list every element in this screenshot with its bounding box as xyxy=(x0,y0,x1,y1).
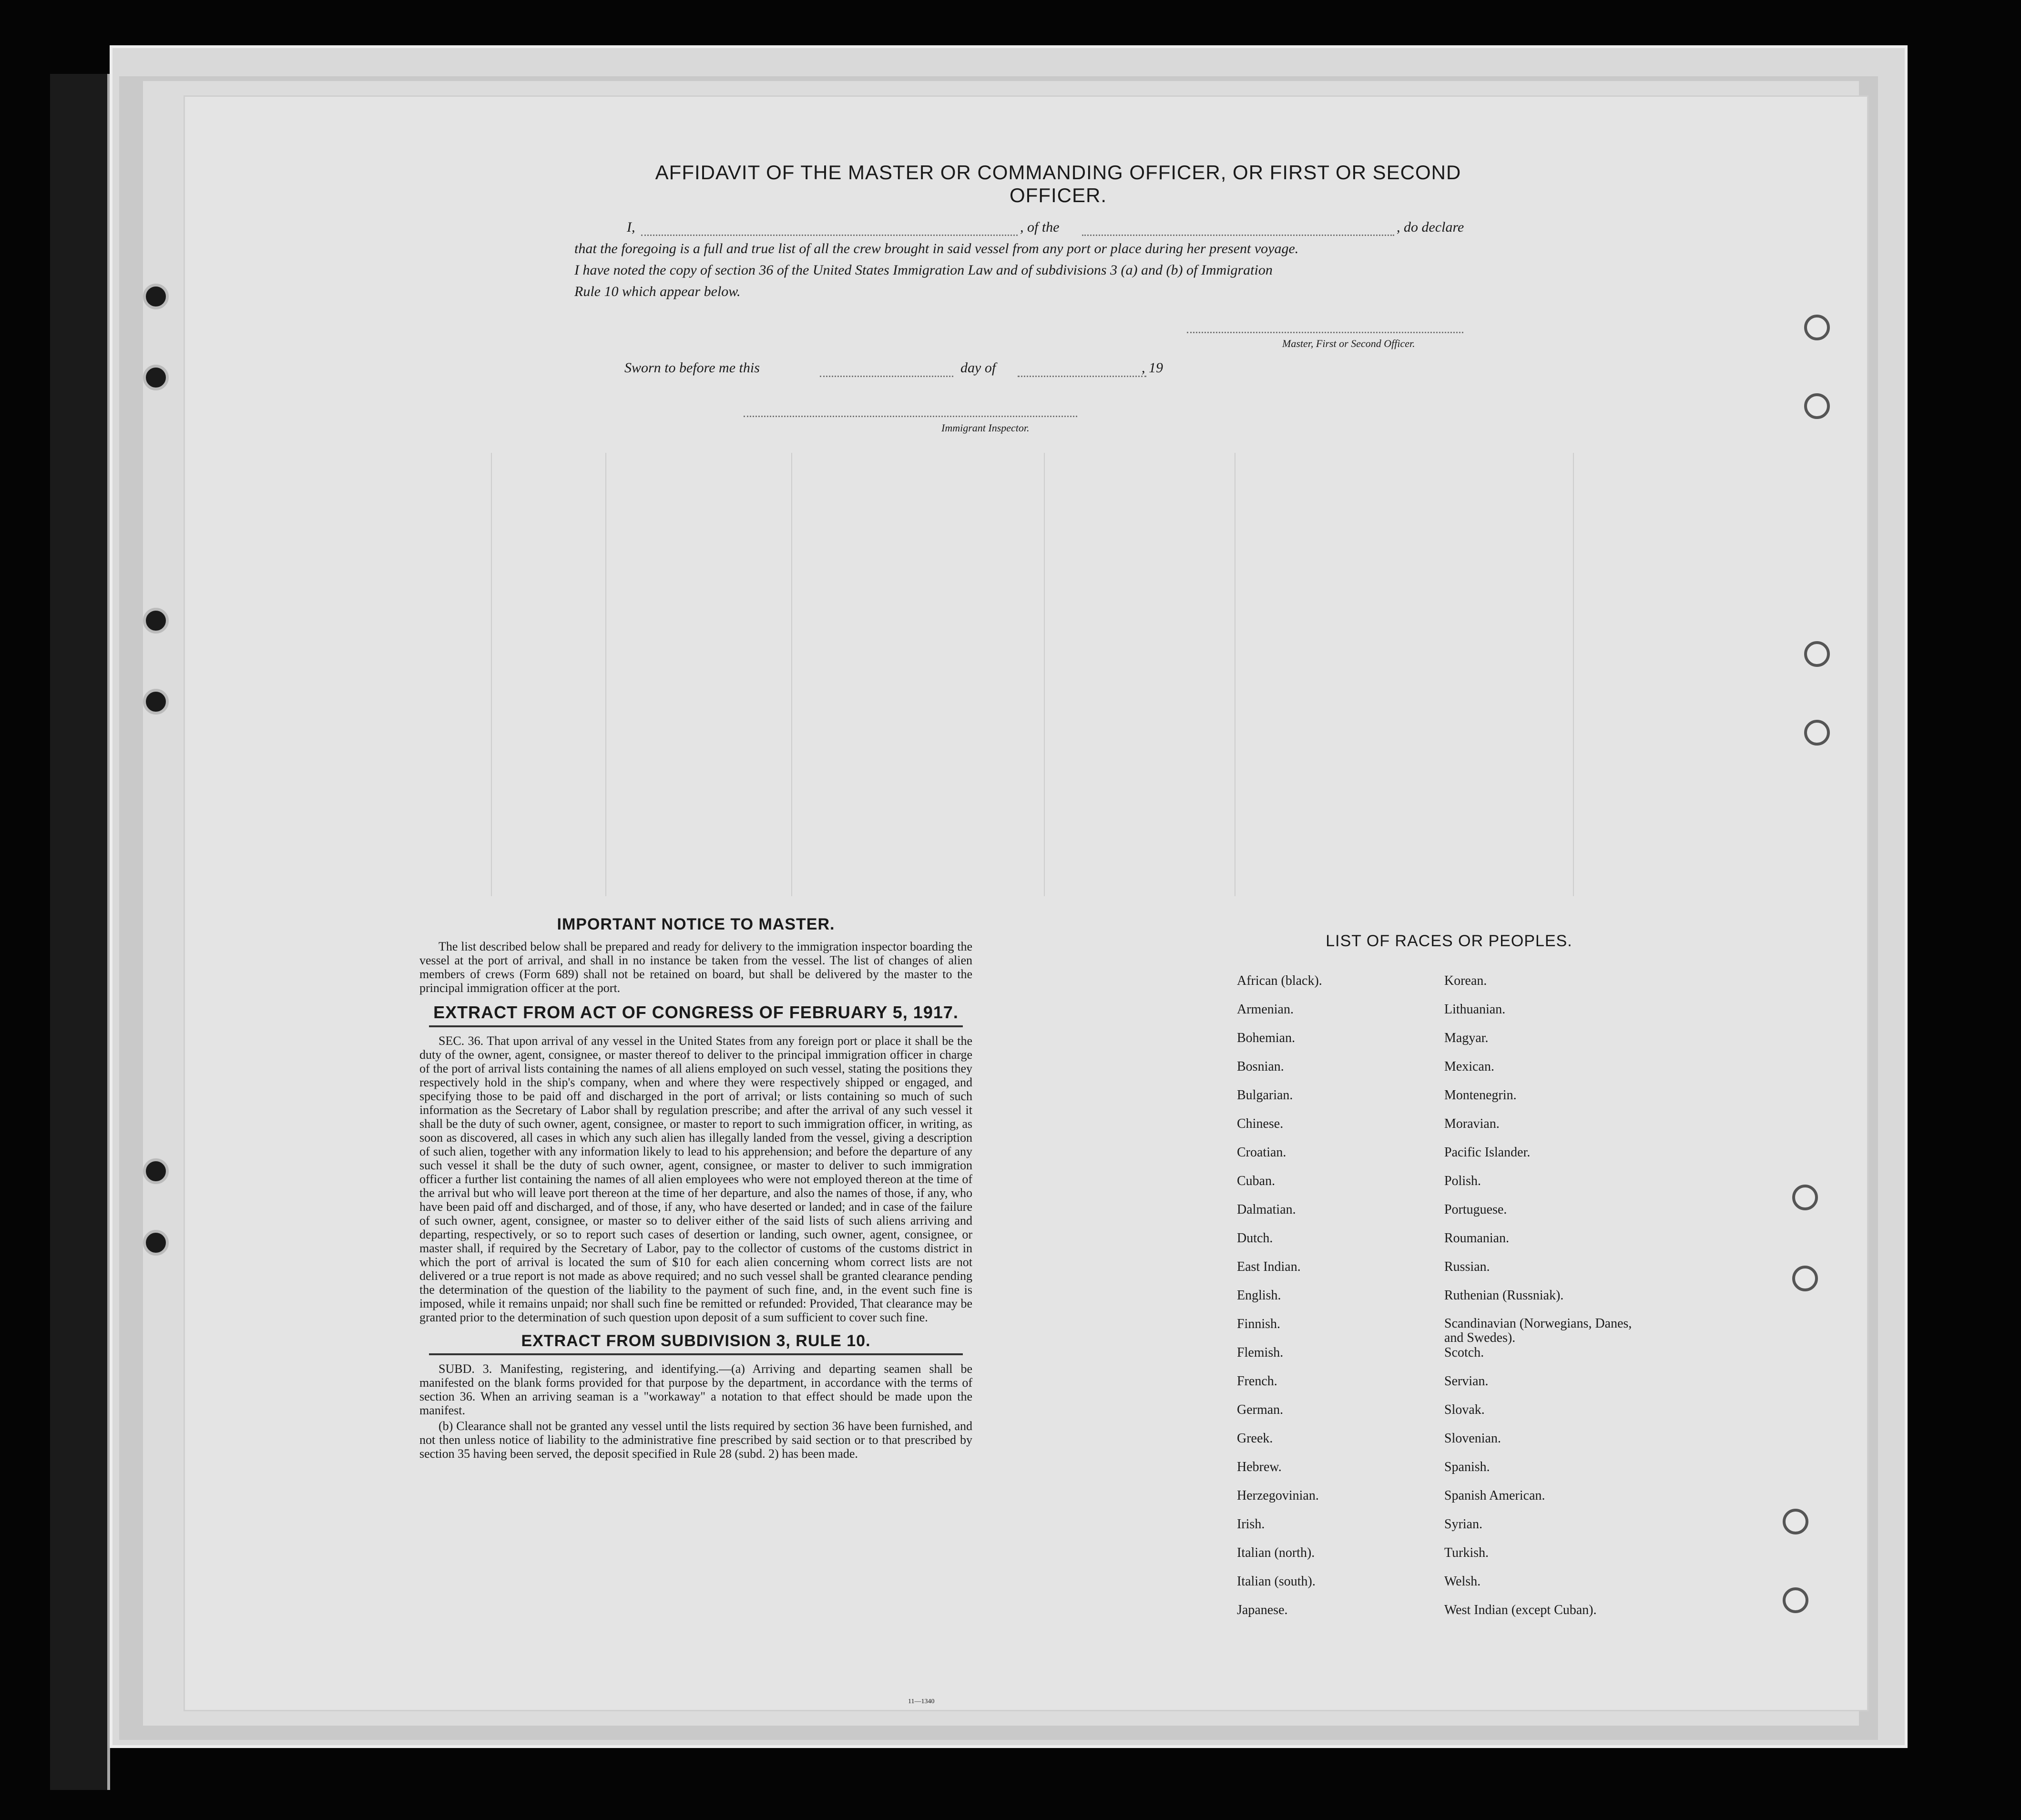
race-item: Russian. xyxy=(1444,1259,1490,1274)
race-item: Bohemian. xyxy=(1237,1031,1296,1045)
race-item: West Indian (except Cuban). xyxy=(1444,1603,1597,1617)
race-item: Slovenian. xyxy=(1444,1431,1501,1446)
declaration-line-3: I have noted the copy of section 36 of the United States Immigration Law and of subdivisions 3 (a) and (b) of Immigration xyxy=(574,262,1273,278)
declaration-line-2: that the foregoing is a full and true list of all the crew brought in said vessel from any port or place during her present voyage. xyxy=(574,241,1299,256)
form-code: 11—1340 xyxy=(908,1698,935,1705)
binder-hole xyxy=(1783,1509,1808,1534)
affidavit-title: AFFIDAVIT OF THE MASTER OR COMMANDING OFFICER, OR FIRST OR SECOND OFFICER. xyxy=(655,161,1461,206)
races-left-column xyxy=(1237,973,1322,1631)
extract-rule-text-a: SUBD. 3. Manifesting, registering, and identifying.—(a) Arriving and departing seamen shall be manifested on the blank forms provided for that purpose by the department, in accordance with the terms of section 36. When an arriving seaman is a "workaway" a notation to that effect should be made upon the manifest. xyxy=(419,1362,972,1417)
race-item: Japanese. xyxy=(1237,1603,1288,1617)
binder-hole xyxy=(143,284,169,309)
race-item: Dalmatian. xyxy=(1237,1202,1296,1217)
sworn-label: Sworn to before me this xyxy=(624,360,760,376)
binder-hole xyxy=(1783,1587,1808,1613)
declaration-line-4: Rule 10 which appear below. xyxy=(574,284,741,299)
race-item: Herzegovinian. xyxy=(1237,1488,1319,1503)
race-item: Italian (north). xyxy=(1237,1545,1315,1560)
signature-blank-line xyxy=(1187,332,1463,333)
notice-title: IMPORTANT NOTICE TO MASTER. xyxy=(557,915,835,933)
divider xyxy=(429,1025,963,1027)
races-title: LIST OF RACES OR PEOPLES. xyxy=(1326,932,1572,950)
race-item: Turkish. xyxy=(1444,1545,1489,1560)
extract-act-text: SEC. 36. That upon arrival of any vessel in the United States from any foreign port or place it shall be the duty of the owner, agent, consignee, or master thereof to deliver to the principal immigration officer in charge of the port of arrival lists containing the names of all aliens employed on such vessel, stating the positions they respectively hold in the ship's company, when and where they were respectively shipped or engaged, and specifying those to be paid off and discharged in the port of arrival; or lists containing so much of such information as the Secretary of Labor shall by regulation prescribe; and after the arrival of any such vessel it shall be the duty of such owner, agent, consignee, or master to report to such immigration officer, in writing, as soon as discovered, all cases in which any such alien has illegally landed from the vessel, giving a description of such alien, together with any information likely to lead to his apprehension; and before the departure of any such vessel it shall be the duty of such owner, agent, consignee, or master to deliver to such immigration officer a further list containing the names of all alien employees who were not employed thereon at the time of the arrival but who will leave port thereon at the time of her departure, and also the names of those, if any, who have been paid off and discharged, and of those, if any, who have deserted or landed; and in case of the failure of such owner, agent, consignee, or master so to deliver either of the said lists of such aliens arriving and departing, respectively, or so to report such cases of desertion or landing, such owner, agent, consignee, or master shall, if required by the Secretary of Labor, pay to the collector of customs of the customs district in which the port of arrival is located the sum of $10 for each alien concerning whom correct lists are not delivered or a true report is not made as above required; and no such vessel shall be granted clearance pending the determination of the question of the liability to the payment of such fine, and, in the event such fine is imposed, while it remains unpaid; nor shall such fine be remitted or refunded: Provided, That clearance may be granted prior to the determination of such question upon deposit of a sum sufficient to cover such fine. xyxy=(419,1034,972,1324)
race-item: Montenegrin. xyxy=(1444,1088,1517,1103)
race-item: Welsh. xyxy=(1444,1574,1481,1589)
divider xyxy=(429,1353,963,1355)
extract-act-title: EXTRACT FROM ACT OF CONGRESS OF FEBRUARY 5, 1917. xyxy=(433,1002,959,1022)
race-item: Ruthenian (Russniak). xyxy=(1444,1288,1564,1303)
race-item: Magyar. xyxy=(1444,1031,1489,1045)
race-item: Scotch. xyxy=(1444,1345,1484,1360)
race-item: Moravian. xyxy=(1444,1116,1500,1131)
year-prefix: , 19 xyxy=(1142,360,1163,376)
name-blank-line xyxy=(641,235,1018,236)
race-item: Pacific Islander. xyxy=(1444,1145,1531,1160)
binder-hole xyxy=(1804,315,1830,340)
inspector-blank-line xyxy=(744,416,1077,417)
race-item: Spanish. xyxy=(1444,1460,1490,1474)
race-item: Mexican. xyxy=(1444,1059,1494,1074)
binder-hole xyxy=(143,608,169,634)
binder-hole xyxy=(1792,1266,1818,1291)
race-item: German. xyxy=(1237,1402,1284,1417)
race-item: Irish. xyxy=(1237,1517,1265,1532)
race-item: African (black). xyxy=(1237,973,1322,988)
race-item: Bosnian. xyxy=(1237,1059,1284,1074)
race-item: Flemish. xyxy=(1237,1345,1284,1360)
inspector-label: Immigrant Inspector. xyxy=(941,422,1030,434)
binder-hole xyxy=(143,365,169,390)
extract-rule-title: EXTRACT FROM SUBDIVISION 3, RULE 10. xyxy=(521,1332,871,1350)
declaration-i: I, xyxy=(627,219,635,235)
declaration-do-declare: , do declare xyxy=(1397,219,1464,235)
race-item: Croatian. xyxy=(1237,1145,1286,1160)
form-column-rule xyxy=(1044,453,1045,896)
race-item: Lithuanian. xyxy=(1444,1002,1506,1017)
form-column-rule xyxy=(1573,453,1574,896)
master-signature-label: Master, First or Second Officer. xyxy=(1282,337,1415,349)
race-item: Hebrew. xyxy=(1237,1460,1282,1474)
race-item: French. xyxy=(1237,1374,1277,1389)
sworn-day-blank xyxy=(820,376,953,377)
form-column-rule xyxy=(491,453,492,896)
race-item: Finnish. xyxy=(1237,1317,1281,1331)
declaration-of-the: , of the xyxy=(1020,219,1060,235)
extract-rule-text-b: (b) Clearance shall not be granted any vessel until the lists required by section 36 have been furnished, and not then unless notice of liability to the administrative fine prescribed by said section or to that prescribed by section 35 having been served, the deposit specified in Rule 28 (subd. 2) has been made. xyxy=(419,1419,972,1461)
race-item: Slovak. xyxy=(1444,1402,1485,1417)
notice-text: The list described below shall be prepared and ready for delivery to the immigration inspector boarding the vessel at the port of arrival, and shall in no instance be taken from the vessel. The list of changes of alien members of crews (Form 689) shall not be retained on board, but shall be delivered by the master to the principal immigration officer at the port. xyxy=(419,940,972,995)
race-item: Chinese. xyxy=(1237,1116,1284,1131)
race-item: Bulgarian. xyxy=(1237,1088,1293,1103)
race-item: Korean. xyxy=(1444,973,1487,988)
vessel-blank-line xyxy=(1082,235,1394,236)
race-item: Scandinavian (Norwegians, Danes, and Swedes). xyxy=(1444,1316,1632,1345)
binder-hole xyxy=(143,1158,169,1184)
binder-hole xyxy=(143,1230,169,1256)
binder-hole xyxy=(1804,393,1830,419)
race-item: Spanish American. xyxy=(1444,1488,1545,1503)
race-item: Polish. xyxy=(1444,1174,1481,1188)
notice-column xyxy=(419,915,972,1462)
race-item: Servian. xyxy=(1444,1374,1489,1389)
races-right-column xyxy=(1444,973,1654,1631)
race-item: Syrian. xyxy=(1444,1517,1483,1532)
sworn-month-blank xyxy=(1018,376,1146,377)
race-item: English. xyxy=(1237,1288,1281,1303)
race-item: Dutch. xyxy=(1237,1231,1273,1246)
race-item: Portuguese. xyxy=(1444,1202,1507,1217)
form-column-rule xyxy=(605,453,606,896)
race-item: Italian (south). xyxy=(1237,1574,1316,1589)
race-item: Roumanian. xyxy=(1444,1231,1510,1246)
race-item: Cuban. xyxy=(1237,1174,1276,1188)
race-item: East Indian. xyxy=(1237,1259,1301,1274)
binder-strip xyxy=(50,74,110,1790)
binder-hole xyxy=(143,689,169,715)
race-item: Greek. xyxy=(1237,1431,1273,1446)
binder-hole xyxy=(1792,1185,1818,1210)
day-of-label: day of xyxy=(960,360,996,376)
form-column-rule xyxy=(791,453,792,896)
binder-hole xyxy=(1804,641,1830,667)
race-item: Armenian. xyxy=(1237,1002,1294,1017)
binder-hole xyxy=(1804,720,1830,746)
